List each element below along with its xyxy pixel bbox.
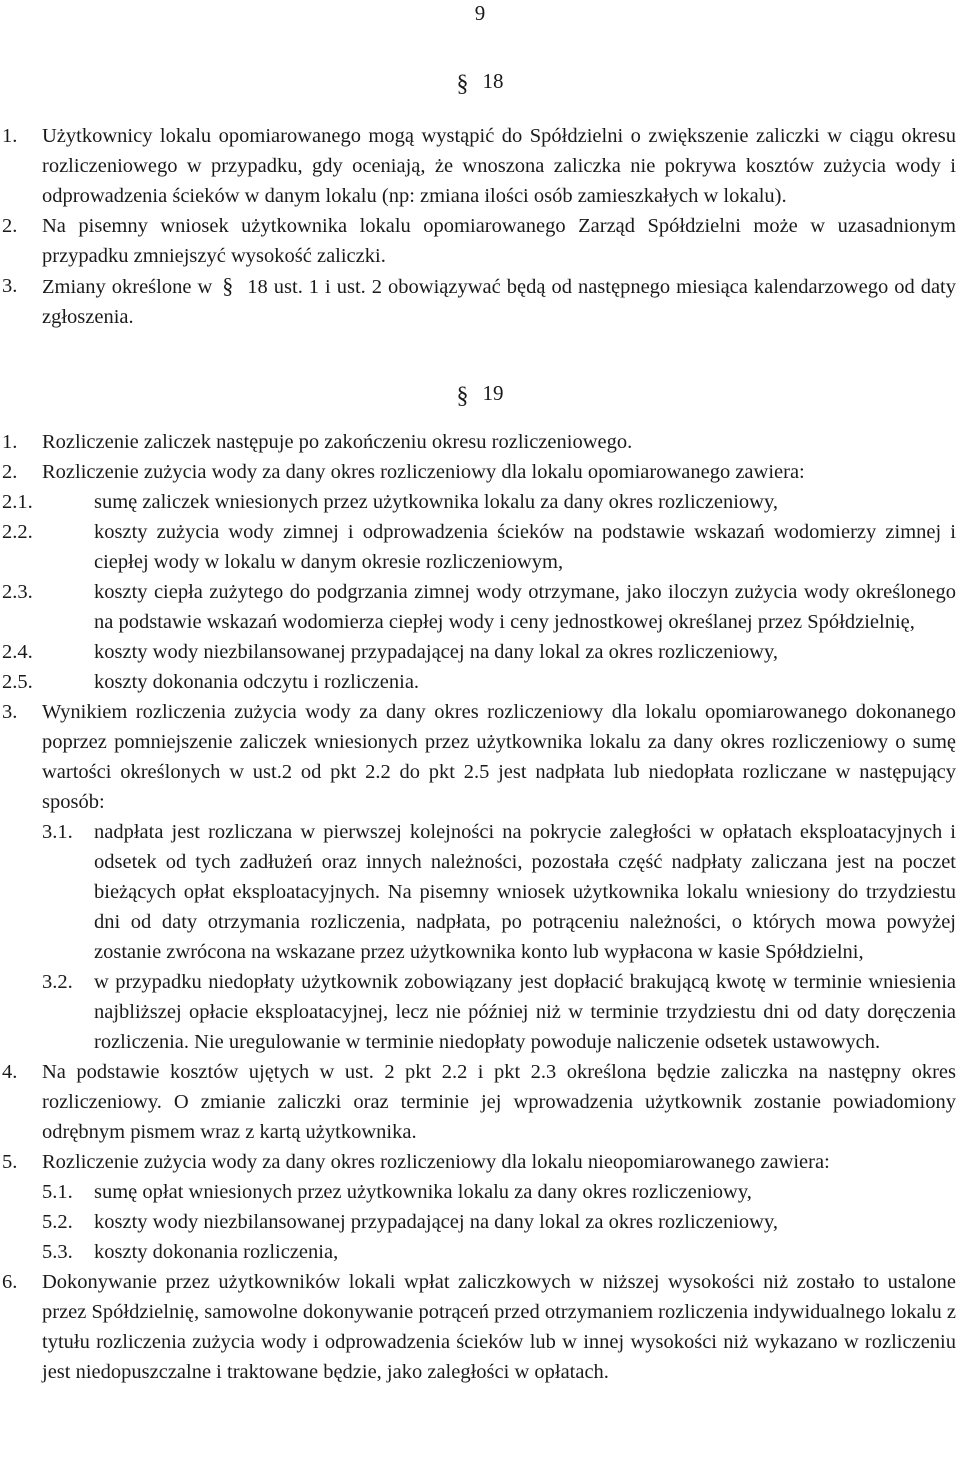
page-number: 9 [474, 1, 486, 25]
list-item [0, 457, 960, 487]
list-item [0, 271, 960, 332]
sub-item-number: 2.2. [2, 521, 33, 543]
sub-item-text: sumę zaliczek wniesionych przez użytkownika lokalu za dany okres rozliczeniowy, [94, 491, 779, 513]
sub-item-number: 3.1. [42, 821, 73, 843]
section-symbol: § [222, 273, 234, 298]
sub-item-number: 2.1. [2, 491, 33, 513]
item-text: Dokonywanie przez użytkowników lokali wpłat zaliczkowych w niższej wysokości niż zostało to ustalone przez Spółdzielnię, samowolne dokonywanie potrąceń przed otrzymaniem rozliczenia indywidualnego lokalu z tytułu rozliczenia zużycia wody i odprowadzenia ścieków lub w innej wysokości niż wykazano w rozliczeniu jest niedopuszczalne i traktowane będzie, jako zaległości w opłatach. [42, 1271, 956, 1383]
item-number: 2. [2, 461, 18, 483]
sub-item-number: 2.5. [2, 671, 33, 693]
sub-item-text: nadpłata jest rozliczana w pierwszej kolejności na pokrycie zaległości w opłatach eksploatacyjnych i odsetek od tych zadłużeń oraz innych należności, pozostała część nadpłaty zaliczana jest na poczet bieżących opłat eksploatacyjnych. Na pisemny wniosek użytkownika lokalu wniesiony do trzydziestu dni od daty otrzymania rozliczenia, nadpłata, po potrąceniu należności, o których mowa powyżej zostanie zwrócona na wskazane przez użytkownika konto lub wypłacona w kasie Spółdzielni, [94, 821, 956, 963]
section-heading-18 [0, 66, 960, 96]
section-symbol: § [456, 71, 469, 97]
section-19-body [0, 427, 960, 1387]
sub-item-text: koszty wody niezbilansowanej przypadającej na dany lokal za okres rozliczeniowy, [94, 641, 779, 663]
sub-item-number: 2.3. [2, 581, 33, 603]
sub-item [0, 1207, 960, 1237]
sub-item-text: koszty zużycia wody zimnej i odprowadzenia ścieków na podstawie wskazań wodomierzy zimnej i ciepłej wody w lokalu w danym okresie rozliczeniowym, [94, 521, 956, 573]
sub-item-number: 3.2. [42, 971, 73, 993]
sub-item [0, 667, 960, 697]
sub-item-text: koszty dokonania rozliczenia, [94, 1241, 339, 1263]
item-number: 3. [2, 275, 18, 297]
list-item [0, 1057, 960, 1147]
sub-item-number: 5.3. [42, 1241, 73, 1263]
sub-item [0, 817, 960, 967]
item-text: Rozliczenie zużycia wody za dany okres rozliczeniowy dla lokalu opomiarowanego zawiera: [42, 461, 805, 483]
sub-item-text: koszty wody niezbilansowanej przypadającej na dany lokal za okres rozliczeniowy, [94, 1211, 779, 1233]
sub-item-text: sumę opłat wniesionych przez użytkownika lokalu za dany okres rozliczeniowy, [94, 1181, 752, 1203]
section-title: 18 [482, 69, 504, 93]
item-number: 6. [2, 1271, 18, 1293]
item-text: Wynikiem rozliczenia zużycia wody za dany okres rozliczeniowy dla lokalu opomiarowanego dokonanego poprzez pomniejszenie zaliczek wniesionych przez użytkownika lokalu za dany okres rozliczeniowy o sumę wartości określonych w ust.2 od pkt 2.2 do pkt 2.5 jest nadpłata lub niedopłata rozliczane w następujący sposób: [42, 701, 956, 813]
sub-item [0, 517, 960, 577]
list-item [0, 1147, 960, 1177]
item-text: Na pisemny wniosek użytkownika lokalu opomiarowanego Zarząd Spółdzielni może w uzasadnionym przypadku zmniejszyć wysokość zaliczki. [42, 215, 956, 267]
list-item [0, 1267, 960, 1387]
list-item [0, 697, 960, 817]
item-text: Na podstawie kosztów ujętych w ust. 2 pkt 2.2 i pkt 2.3 określona będzie zaliczka na następny okres rozliczeniowy. O zmianie zaliczki oraz terminie jej wprowadzenia użytkownik zostanie powiadomiony odrębnym pismem wraz z kartą użytkownika. [42, 1061, 956, 1143]
section-18-body [0, 121, 960, 332]
item-number: 4. [2, 1061, 18, 1083]
sub-item [0, 1177, 960, 1207]
sub-item-text: koszty dokonania odczytu i rozliczenia. [94, 671, 420, 693]
sub-item [0, 967, 960, 1057]
section-symbol: § [456, 383, 469, 409]
item-number: 1. [2, 125, 18, 147]
section-heading-19 [0, 378, 960, 408]
sub-item [0, 577, 960, 637]
sub-item [0, 637, 960, 667]
item-number: 5. [2, 1151, 18, 1173]
item-text: Zmiany określone w [42, 276, 213, 298]
item-number: 1. [2, 431, 18, 453]
sub-item-text: w przypadku niedopłaty użytkownik zobowiązany jest dopłacić brakującą kwotę w terminie wniesienia najbliższej opłacie eksploatacyjnej, lecz nie później niż w terminie trzydziestu dni od daty doręczenia rozliczenia. Nie uregulowanie w terminie niedopłaty powoduje naliczenie odsetek ustawowych. [94, 971, 956, 1053]
sub-item-number: 5.1. [42, 1181, 73, 1203]
sub-item-number: 2.4. [2, 641, 33, 663]
item-text: Rozliczenie zaliczek następuje po zakończeniu okresu rozliczeniowego. [42, 431, 633, 453]
sub-item [0, 487, 960, 517]
item-number: 3. [2, 701, 18, 723]
item-text: 18 ust. 1 i ust. 2 obowiązywać będą od następnego miesiąca kalendarzowego od daty zgłoszenia. [42, 276, 956, 328]
sub-item-text: koszty ciepła zużytego do podgrzania zimnej wody otrzymane, jako iloczyn zużycia wody określonego na podstawie wskazań wodomierza ciepłej wody i ceny jednostkowej określanej przez Spółdzielnię, [94, 581, 956, 633]
section-title: 19 [482, 381, 504, 405]
sub-item-number: 5.2. [42, 1211, 73, 1233]
list-item [0, 427, 960, 457]
item-text: Rozliczenie zużycia wody za dany okres rozliczeniowy dla lokalu nieopomiarowanego zawiera: [42, 1151, 830, 1173]
item-text: Użytkownicy lokalu opomiarowanego mogą wystąpić do Spółdzielni o zwiększenie zaliczki w ciągu okresu rozliczeniowego w przypadku, gdy oceniają, że wnoszona zaliczka nie pokrywa kosztów zużycia wody i odprowadzenia ścieków w danym lokalu (np: zmiana ilości osób zamieszkałych w lokalu). [42, 125, 956, 207]
sub-item [0, 1237, 960, 1267]
item-number: 2. [2, 215, 18, 237]
list-item [0, 121, 960, 211]
list-item [0, 211, 960, 271]
